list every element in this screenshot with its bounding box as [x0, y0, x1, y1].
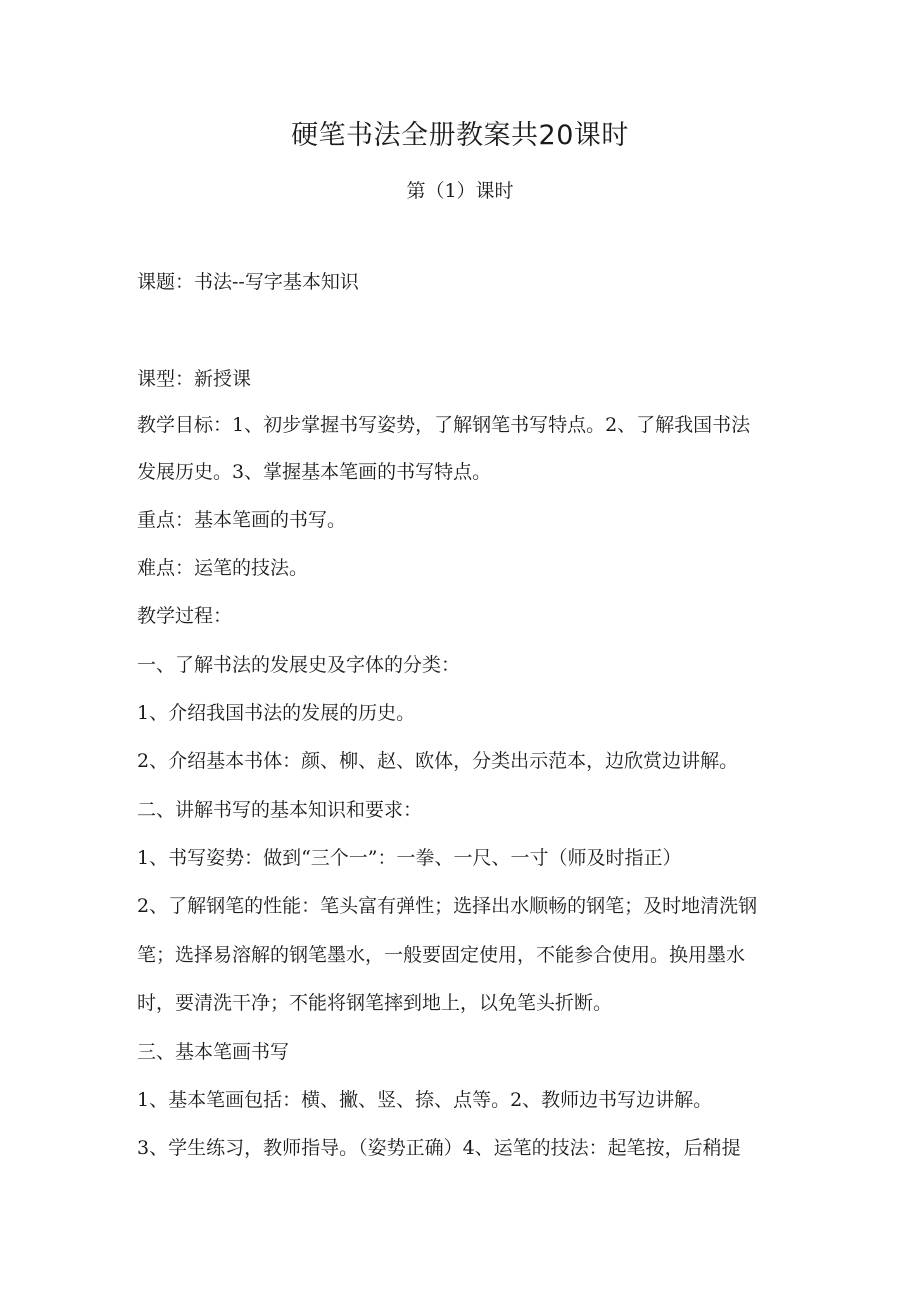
topic-line: 课题：书法--写字基本知识 [137, 271, 359, 293]
section-3-item-2: 3、学生练习，教师指导。（姿势正确）4、运笔的技法：起笔按，后稍提 [137, 1137, 741, 1159]
process-heading: 教学过程： [137, 605, 233, 627]
section-1-item-1: 1、介绍我国书法的发展的历史。 [137, 702, 416, 724]
section-3-heading: 三、基本笔画书写 [137, 1041, 290, 1063]
section-1-heading: 一、了解书法的发展史及字体的分类： [137, 654, 461, 676]
objectives-line-2: 发展历史。3、掌握基本笔画的书写特点。 [137, 461, 492, 483]
difficulty-line: 难点：运笔的技法。 [137, 557, 309, 579]
document-title: 硬笔书法全册教案共20课时 [291, 120, 629, 151]
section-3-item-1: 1、基本笔画包括：横、撇、竖、捺、点等。2、教师边书写边讲解。 [137, 1089, 713, 1111]
key-point-line: 重点：基本笔画的书写。 [137, 509, 347, 531]
section-2-item-2-line-3: 时，要清洗干净；不能将钢笔摔到地上，以免笔头折断。 [137, 992, 613, 1014]
lesson-number: 第（1）课时 [406, 180, 514, 202]
section-2-item-2-line-1: 2、了解钢笔的性能：笔头富有弹性；选择出水顺畅的钢笔；及时地清洗钢 [137, 895, 758, 917]
section-1-item-2: 2、介绍基本书体：颜、柳、赵、欧体，分类出示范本，边欣赏边讲解。 [137, 750, 739, 772]
objectives-line-1: 教学目标：1、初步掌握书写姿势，了解钢笔书写特点。2、了解我国书法 [137, 414, 751, 436]
section-2-item-1: 1、书写姿势：做到“三个一”：一拳、一尺、一寸（师及时指正） [137, 847, 682, 869]
lesson-type-line: 课型：新授课 [137, 368, 252, 390]
section-2-item-2-line-2: 笔；选择易溶解的钢笔墨水，一般要固定使用，不能参合使用。换用墨水 [137, 944, 746, 966]
section-2-heading: 二、讲解书写的基本知识和要求： [137, 799, 423, 821]
